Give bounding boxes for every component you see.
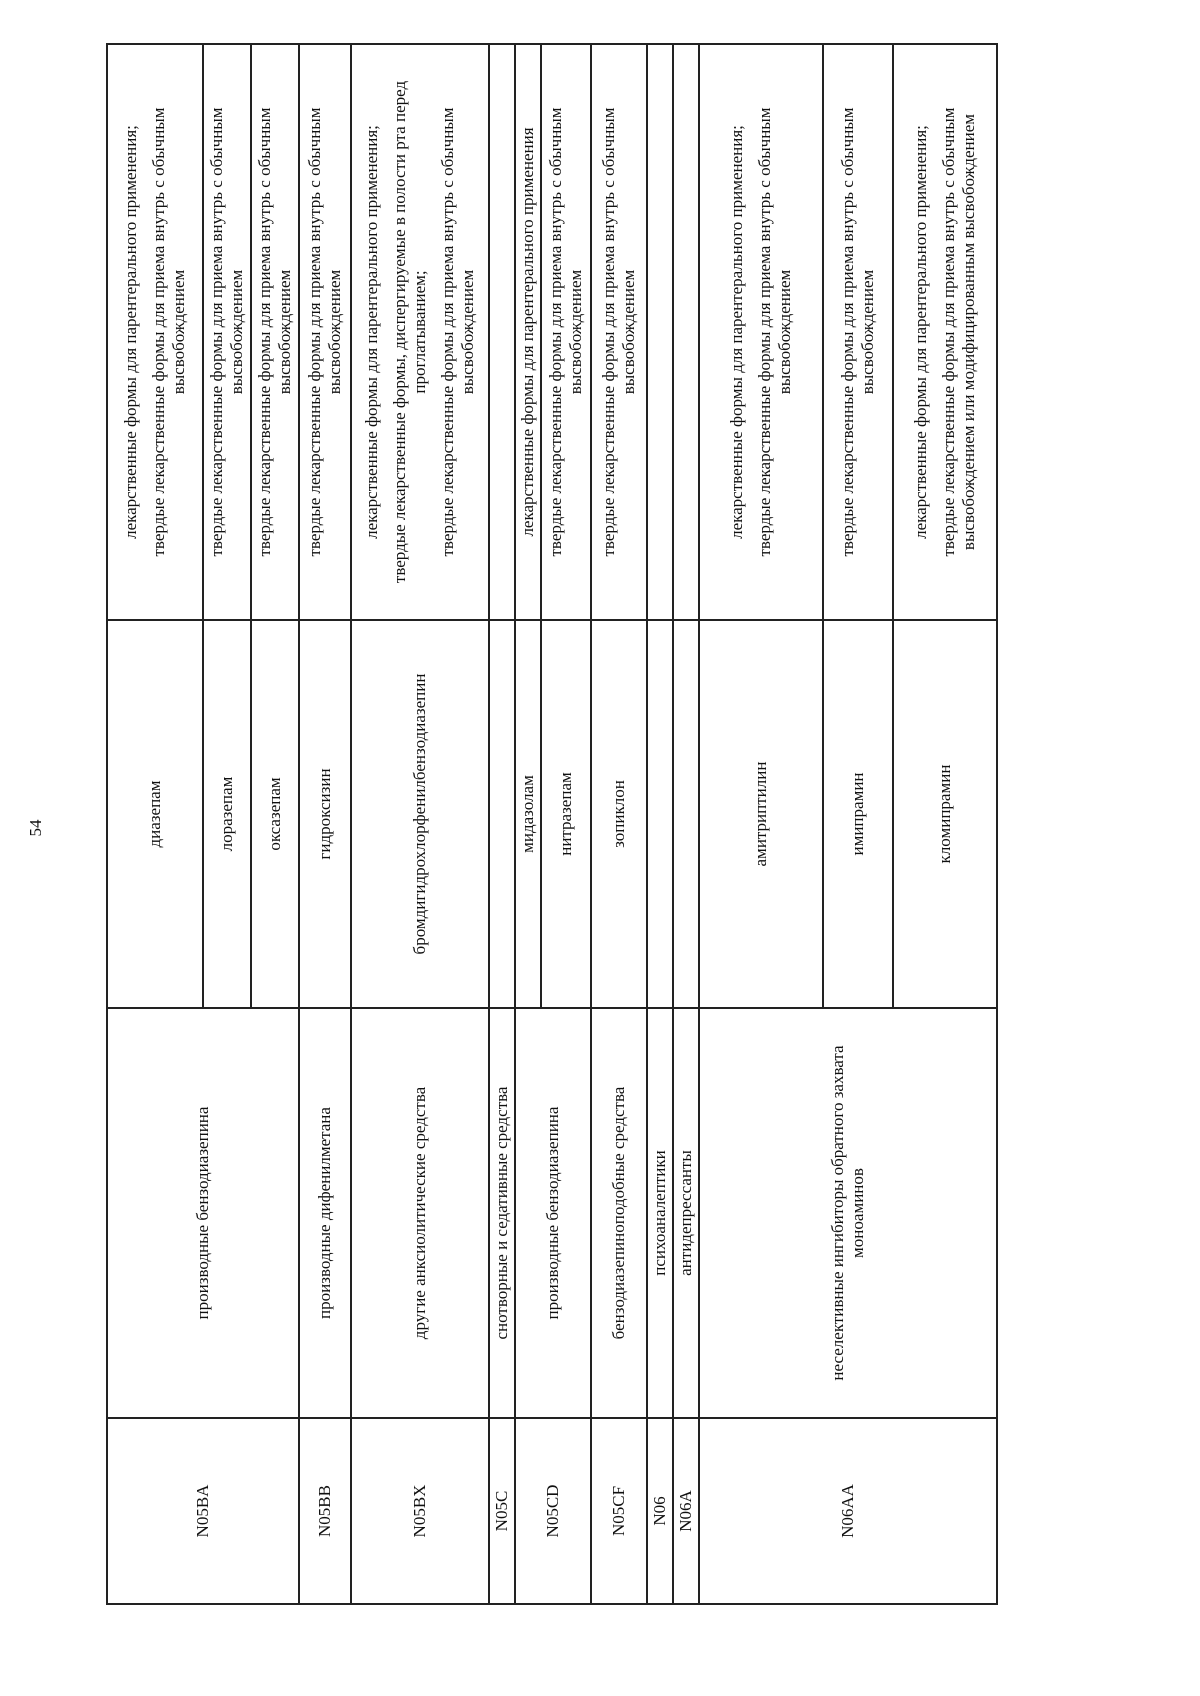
empty-cell xyxy=(489,44,515,620)
pharmacological-group: производные дифенилметана xyxy=(299,1008,351,1418)
dosage-forms xyxy=(591,44,647,620)
pharmacological-group: бензодиазепиноподобные средства xyxy=(591,1008,647,1418)
pharmacological-group: производные бензодиазепина xyxy=(515,1008,591,1418)
dosage-forms xyxy=(203,44,251,620)
empty-cell xyxy=(647,620,673,1008)
dosage-forms xyxy=(351,44,489,620)
table-row xyxy=(107,44,203,1604)
pharmacological-group: производные бензодиазепина xyxy=(107,1008,299,1418)
table-row xyxy=(699,44,823,1604)
empty-cell xyxy=(673,620,699,1008)
drug-name: мидазолам xyxy=(515,620,541,1008)
pharmacological-group: антидепрессанты xyxy=(673,1008,699,1418)
dosage-form: твердые лекарственные формы для приема внутрь с обычным высвобождением xyxy=(599,107,638,557)
dosage-form: твердые лекарственные формы для приема внутрь с обычным высвобождением xyxy=(305,107,344,557)
atc-code: N05BX xyxy=(351,1418,489,1604)
dosage-forms xyxy=(893,44,997,620)
atc-code: N05BA xyxy=(107,1418,299,1604)
dosage-form: лекарственные формы для парентерального применения; xyxy=(362,125,381,539)
atc-code: N06 xyxy=(647,1418,673,1604)
dosage-form: твердые лекарственные формы для приема внутрь с обычным высвобождением xyxy=(838,107,877,557)
empty-cell xyxy=(673,44,699,620)
drug-name: оксазепам xyxy=(251,620,299,1008)
atc-code: N06A xyxy=(673,1418,699,1604)
empty-cell xyxy=(647,44,673,620)
empty-cell xyxy=(489,620,515,1008)
dosage-form: твердые лекарственные формы, диспергируемые в полости рта перед проглатыванием; xyxy=(390,80,429,584)
dosage-forms xyxy=(107,44,203,620)
table-row xyxy=(351,44,489,1604)
pharmacological-group: неселективные ингибиторы обратного захвата моноаминов xyxy=(699,1008,997,1418)
dosage-form: лекарственные формы для парентерального применения xyxy=(518,127,537,537)
dosage-form: твердые лекарственные формы для приема внутрь с обычным высвобождением xyxy=(546,107,585,557)
dosage-forms xyxy=(299,44,351,620)
atc-code: N05BB xyxy=(299,1418,351,1604)
table-row xyxy=(591,44,647,1604)
drug-name: зопиклон xyxy=(591,620,647,1008)
dosage-forms xyxy=(541,44,591,620)
table-row xyxy=(489,44,515,1604)
atc-code: N05CD xyxy=(515,1418,591,1604)
dosage-form: лекарственные формы для парентерального применения; xyxy=(121,125,140,539)
drug-name: бромдигидрохлорфенилбензодиазепин xyxy=(351,620,489,1008)
table-row xyxy=(515,44,541,1604)
drug-name: имипрамин xyxy=(823,620,893,1008)
rotated-table-container xyxy=(106,45,1074,1605)
dosage-form: твердые лекарственные формы для приема внутрь с обычным высвобождением xyxy=(755,107,794,557)
drug-name: лоразепам xyxy=(203,620,251,1008)
atc-code: N05CF xyxy=(591,1418,647,1604)
table-row xyxy=(673,44,699,1604)
dosage-form: твердые лекарственные формы для приема внутрь с обычным высвобождением или модифицированным высвобождением xyxy=(939,107,978,557)
table-row xyxy=(299,44,351,1604)
page-number: 54 xyxy=(26,819,45,837)
drug-name: кломипрамин xyxy=(893,620,997,1008)
dosage-form: лекарственные формы для парентерального применения; xyxy=(727,125,746,539)
dosage-form: твердые лекарственные формы для приема внутрь с обычным высвобождением xyxy=(255,107,294,557)
drug-name: амитриптилин xyxy=(699,620,823,1008)
pharmacological-group: снотворные и седативные средства xyxy=(489,1008,515,1418)
atc-code: N05C xyxy=(489,1418,515,1604)
pharmacological-group: психоаналептики xyxy=(647,1008,673,1418)
dosage-form: твердые лекарственные формы для приема внутрь с обычным высвобождением xyxy=(207,107,246,557)
pharmacological-group: другие анксиолитические средства xyxy=(351,1008,489,1418)
drug-name: гидроксизин xyxy=(299,620,351,1008)
dosage-forms xyxy=(515,44,541,620)
drug-name: нитразепам xyxy=(541,620,591,1008)
dosage-forms xyxy=(699,44,823,620)
dosage-forms xyxy=(251,44,299,620)
table-row xyxy=(647,44,673,1604)
drug-name: диазепам xyxy=(107,620,203,1008)
drug-classification-table xyxy=(106,43,998,1605)
dosage-form: твердые лекарственные формы для приема внутрь с обычным высвобождением xyxy=(438,107,477,557)
dosage-form: твердые лекарственные формы для приема внутрь с обычным высвобождением xyxy=(149,107,188,557)
dosage-forms xyxy=(823,44,893,620)
dosage-form: лекарственные формы для парентерального применения; xyxy=(911,125,930,539)
atc-code: N06AA xyxy=(699,1418,997,1604)
